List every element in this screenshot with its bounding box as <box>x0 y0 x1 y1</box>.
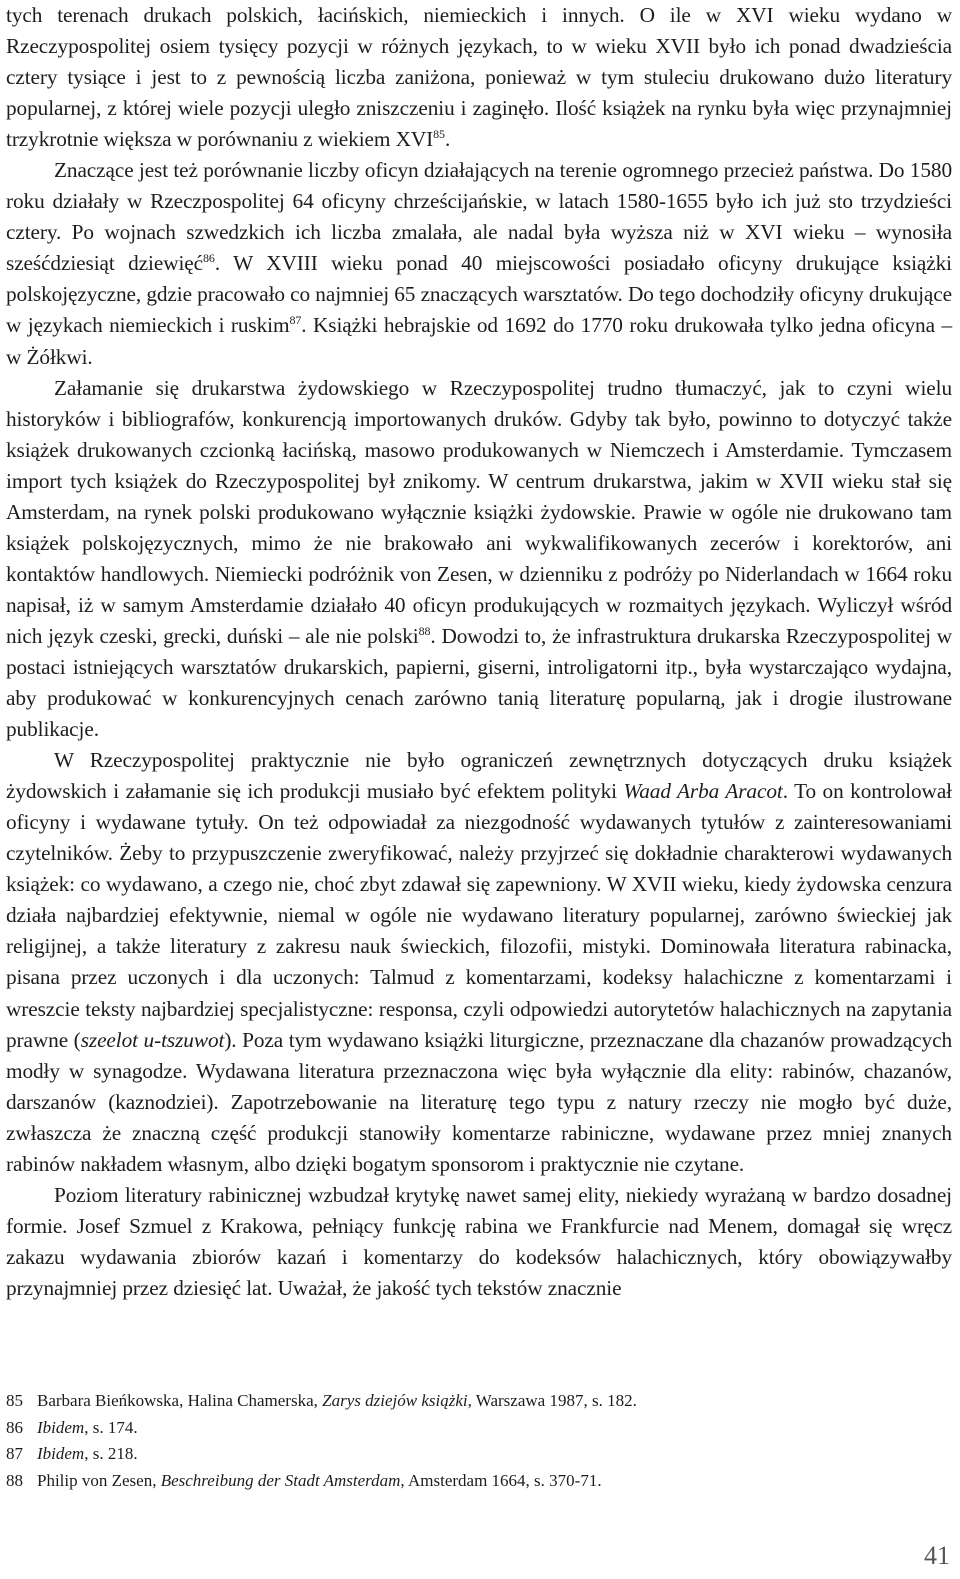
footnote-number: 88 <box>6 1470 23 1490</box>
italic-text: Ibidem <box>37 1444 85 1463</box>
text-run: , s. 218. <box>84 1444 138 1463</box>
footnote-text <box>37 1415 138 1442</box>
footnote <box>6 1441 906 1468</box>
text-run: tych terenach drukach polskich, łacińskich, niemieckich i innych. O ile w XVI wieku wydano w Rzeczypospolitej osiem tysięcy pozycji w różnych językach, to w wieku XVII było ich ponad dwadzieścia cztery tysiące i jest to z pewnością liczba zaniżona, ponieważ w tym stuleciu drukowano dużo literatury popularnej, z której wiele pozycji uległo zniszczeniu i zaginęło. Ilość książek na rynku była więc przynajmniej trzykrotnie większa w porównaniu z wiekiem XVI <box>6 3 952 152</box>
body-text <box>6 0 952 1304</box>
text-run: ). Poza tym wydawano książki liturgiczne, przeznaczane dla chazanów prowadzących modły w synagodze. Wydawana literatura przeznaczona więc była wyłącznie dla elity: rabinów, chazanów, darszanów (kaznodziei). Zapotrzebowanie na literaturę tego typu z natury rzeczy nie mogło być duże, zwłaszcza że znaczną część produkcji stanowiły komentarze rabiniczne, wydawane przez mniej znanych rabinów nakładem własnym, albo dzięki bogatym sponsorom i praktycznie nie czytane. <box>6 1027 952 1176</box>
footnote <box>6 1468 906 1495</box>
footnote <box>6 1388 906 1415</box>
footnote-ref: 87 <box>289 313 302 328</box>
paragraph <box>6 745 952 1180</box>
text-run: Znaczące jest też porównanie liczby oficyn działających na terenie ogromnego przecież państwa. Do 1580 roku działały w Rzeczpospolitej 64 oficyny chrześcijańskie, w latach 1580-1655 było ich już sto trzydzieści cztery. Po wojnach szwedzkich ich liczba zmalała, ale nadal była wyższa niż w XVI wieku – wynosiła sześćdziesiąt dziewięć <box>6 158 952 276</box>
text-run: . To on kontrolował oficyny i wydawane tytuły. On też odpowiadał za niezgodność wydawanych tytułów z zainteresowaniami czytelników. Żeby to przypuszczenie zweryfikować, należy przyjrzeć się dokładnie charakterowi wydawanych książek: co wydawano, a czego nie, choć zbyt zdawał się zapewniony. W XVII wieku, kiedy żydowska cenzura działa najbardziej efektywnie, niemal w ogóle nie wydawano literatury popularnej, zarówno świeckiej jak religijnej, a także literatury z zakresu nauk świeckich, filozofii, mistyki. Dominowała literatura rabinacka, pisana przez uczonych i dla uczonych: Talmud z komentarzami, kodeksy halachiczne z komentarzami i wreszcie teksty najbardziej specjalistyczne: responsa, czyli odpowiedzi autorytetów halachicznych na zapytania prawne ( <box>6 779 952 1052</box>
italic-text: Zarys dziejów książki <box>322 1391 468 1410</box>
footnotes <box>6 1388 906 1494</box>
footnote-text <box>37 1441 138 1468</box>
footnote-number: 87 <box>6 1444 23 1463</box>
italic-text: Ibidem <box>37 1417 85 1437</box>
text-run: . Książki hebrajskie od 1692 do 1770 roku drukowała tylko jedna oficyna – w Żółkwi. <box>6 313 952 369</box>
footnote-number: 85 <box>6 1391 23 1410</box>
page-number: 41 <box>924 1541 950 1570</box>
text-run: , s. 174. <box>84 1417 138 1437</box>
italic-text: Waad Arba Aracot <box>623 779 783 804</box>
text-run: , Amsterdam 1664, s. 370-71. <box>400 1470 602 1490</box>
paragraph <box>6 1180 952 1304</box>
footnote-ref: 86 <box>203 251 215 266</box>
text-run: Załamanie się drukarstwa żydowskiego w Rzeczypospolitej trudno tłumaczyć, jak to czyni wielu historyków i bibliografów, konkurencją importowanych druków. Gdyby tak było, powinno to dotyczyć także książek drukowanych czcionką łacińską, masowo produkowanych w Niemczech i Amsterdamie. Tymczasem import tych książek do Rzeczypospolitej był znikomy. W centrum drukarstwa, jakim w XVII wieku stał się Amsterdam, na rynek polski produkowano wyłącznie książki żydowskie. Prawie w ogóle nie drukowano tam książek polskojęzycznych, mimo że nie brakowało ani wykwalifikowanych zecerów i korektorów, ani kontaktów handlowych. Niemiecki podróżnik von Zesen, w dzienniku z podróży po Niderlandach w 1664 roku napisał, iż w samym Amsterdamie działało 40 oficyn produkujących w rozmaitych językach. Wyliczył wśród nich język czeski, grecki, duński – ale nie polski <box>6 375 952 648</box>
paragraph <box>6 0 952 155</box>
paragraph <box>6 373 952 746</box>
text-run: , Warszawa 1987, s. 182. <box>467 1391 637 1410</box>
footnote-ref: 88 <box>418 623 431 638</box>
text-run: . W XVIII wieku ponad 40 miejscowości posiadało oficyny drukujące książki polskojęzyczne, gdzie pracowało co najmniej 65 znaczących warsztatów. Do tego dochodziły oficyny drukujące w językach niemieckich i ruskim <box>6 251 952 338</box>
footnote <box>6 1415 906 1442</box>
footnote-text <box>37 1388 637 1415</box>
footnote-text <box>37 1468 602 1495</box>
italic-text: Beschreibung der Stadt Amsterdam <box>160 1470 401 1490</box>
text-run: Poziom literatury rabinicznej wzbudzał krytykę nawet samej elity, niekiedy wyrażaną w bardzo dosadnej formie. Josef Szmuel z Krakowa, pełniący funkcję rabina we Frankfurcie nad Menem, domagał się wręcz zakazu wydawania zbiorów kazań i komentarzy do kodeksów halachicznych, który obowiązywałby przynajmniej przez dziesięć lat. Uważał, że jakość tych tekstów znacznie <box>6 1182 952 1300</box>
text-run: W Rzeczypospolitej praktycznie nie było ograniczeń zewnętrznych dotyczących druku książek żydowskich i załamanie się ich produkcji musiało być efektem polityki <box>6 748 952 804</box>
text-run: . Dowodzi to, że infrastruktura drukarska Rzeczypospolitej w postaci istniejących warsztatów drukarskich, papierni, giserni, introligatorni itp., była wystarczająco wydajna, aby produkować w konkurencyjnych cenach zarówno tanią literaturę popularną, jak i drogie ilustrowane publikacje. <box>6 623 953 742</box>
text-run: Barbara Bieńkowska, Halina Chamerska, <box>37 1391 323 1410</box>
footnote-number: 86 <box>6 1417 23 1437</box>
footnote-ref: 85 <box>433 127 445 142</box>
italic-text: szeelot u-tszuwot <box>80 1027 225 1052</box>
text-run: Philip von Zesen, <box>37 1470 161 1490</box>
text-run: . <box>444 127 451 152</box>
paragraph <box>6 155 952 372</box>
